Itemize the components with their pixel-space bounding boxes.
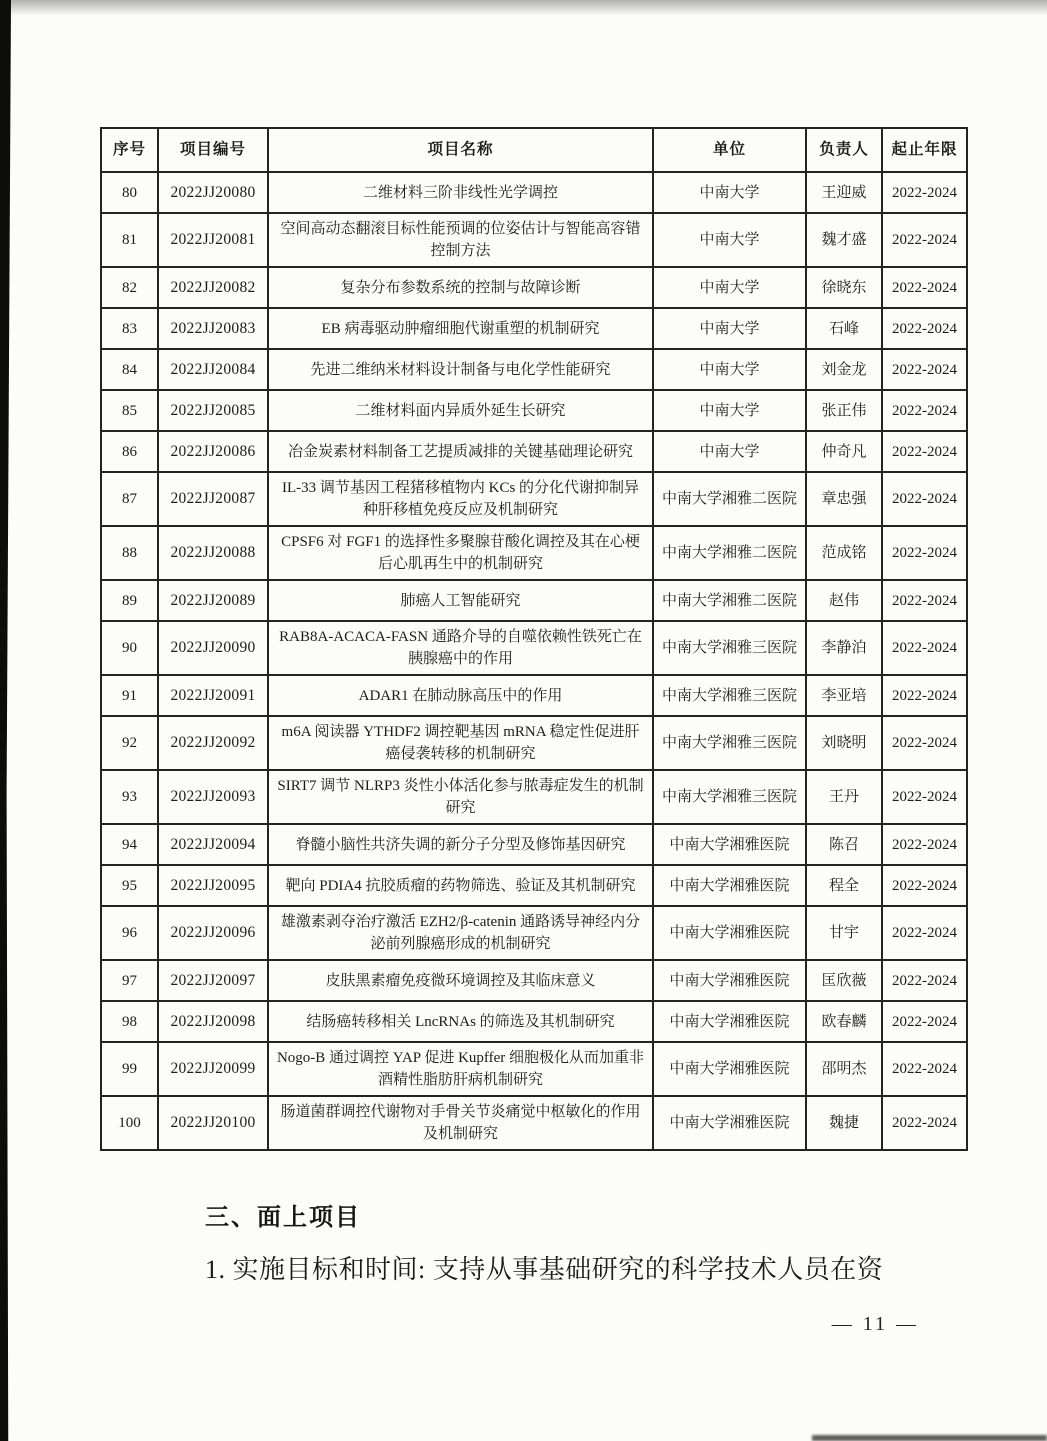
cell-id: 2022JJ20096 (158, 906, 268, 960)
table-row (101, 431, 967, 472)
section-heading: 三、面上项目 (205, 1204, 361, 1231)
cell-leader: 徐晓东 (806, 267, 882, 308)
cell-title: SIRT7 调节 NLRP3 炎性小体活化参与脓毒症发生的机制研究 (268, 770, 653, 824)
cell-unit: 中南大学 (653, 431, 806, 472)
table-row (101, 770, 967, 824)
cell-years: 2022-2024 (882, 172, 967, 213)
cell-title: 二维材料面内异质外延生长研究 (268, 390, 653, 431)
cell-title: RAB8A-ACACA-FASN 通路介导的自噬依赖性铁死亡在胰腺癌中的作用 (268, 621, 653, 675)
project-table (100, 127, 968, 1151)
cell-title: CPSF6 对 FGF1 的选择性多聚腺苷酸化调控及其在心梗后心肌再生中的机制研究 (268, 526, 653, 580)
cell-unit: 中南大学 (653, 308, 806, 349)
cell-title: 复杂分布参数系统的控制与故障诊断 (268, 267, 653, 308)
cell-title: ADAR1 在肺动脉高压中的作用 (268, 675, 653, 716)
cell-unit: 中南大学湘雅三医院 (653, 675, 806, 716)
cell-leader: 仲奇凡 (806, 431, 882, 472)
cell-no: 89 (101, 580, 158, 621)
cell-id: 2022JJ20086 (158, 431, 268, 472)
cell-unit: 中南大学湘雅三医院 (653, 770, 806, 824)
table-row (101, 824, 967, 865)
cell-leader: 欧春麟 (806, 1001, 882, 1042)
table-row (101, 172, 967, 213)
cell-id: 2022JJ20088 (158, 526, 268, 580)
cell-unit: 中南大学湘雅二医院 (653, 526, 806, 580)
cell-years: 2022-2024 (882, 1001, 967, 1042)
cell-id: 2022JJ20089 (158, 580, 268, 621)
cell-no: 90 (101, 621, 158, 675)
section-paragraph: 1. 实施目标和时间: 支持从事基础研究的科学技术人员在资 (205, 1255, 884, 1284)
cell-leader: 邵明杰 (806, 1042, 882, 1096)
header-seq-no: 序号 (101, 128, 158, 172)
cell-title: 皮肤黑素瘤免疫微环境调控及其临床意义 (268, 960, 653, 1001)
cell-years: 2022-2024 (882, 960, 967, 1001)
table-row (101, 213, 967, 267)
cell-unit: 中南大学湘雅三医院 (653, 716, 806, 770)
cell-id: 2022JJ20097 (158, 960, 268, 1001)
header-leader: 负责人 (806, 128, 882, 172)
cell-no: 86 (101, 431, 158, 472)
cell-leader: 魏才盛 (806, 213, 882, 267)
cell-title: 先进二维纳米材料设计制备与电化学性能研究 (268, 349, 653, 390)
cell-no: 100 (101, 1096, 158, 1150)
cell-years: 2022-2024 (882, 716, 967, 770)
cell-no: 98 (101, 1001, 158, 1042)
cell-id: 2022JJ20091 (158, 675, 268, 716)
scan-artifact-bottom-smudge (812, 1435, 1047, 1441)
cell-no: 87 (101, 472, 158, 526)
cell-years: 2022-2024 (882, 213, 967, 267)
cell-leader: 石峰 (806, 308, 882, 349)
table-row (101, 349, 967, 390)
page-number: — 11 — (831, 1313, 919, 1335)
cell-leader: 李亚培 (806, 675, 882, 716)
cell-unit: 中南大学 (653, 267, 806, 308)
cell-no: 88 (101, 526, 158, 580)
cell-years: 2022-2024 (882, 390, 967, 431)
cell-unit: 中南大学 (653, 349, 806, 390)
cell-leader: 陈召 (806, 824, 882, 865)
cell-years: 2022-2024 (882, 824, 967, 865)
cell-unit: 中南大学 (653, 213, 806, 267)
header-project-id: 项目编号 (158, 128, 268, 172)
table-row (101, 1042, 967, 1096)
cell-unit: 中南大学 (653, 390, 806, 431)
cell-years: 2022-2024 (882, 1096, 967, 1150)
cell-title: 冶金炭素材料制备工艺提质减排的关键基础理论研究 (268, 431, 653, 472)
table-row (101, 716, 967, 770)
cell-leader: 赵伟 (806, 580, 882, 621)
cell-leader: 范成铭 (806, 526, 882, 580)
cell-id: 2022JJ20082 (158, 267, 268, 308)
cell-years: 2022-2024 (882, 267, 967, 308)
table-row (101, 472, 967, 526)
cell-title: 雄激素剥夺治疗激活 EZH2/β-catenin 通路诱导神经内分泌前列腺癌形成的机制研究 (268, 906, 653, 960)
cell-id: 2022JJ20081 (158, 213, 268, 267)
cell-no: 93 (101, 770, 158, 824)
cell-leader: 刘金龙 (806, 349, 882, 390)
cell-leader: 甘宇 (806, 906, 882, 960)
cell-no: 84 (101, 349, 158, 390)
cell-unit: 中南大学湘雅医院 (653, 1001, 806, 1042)
table-header-row (101, 128, 967, 172)
table-row (101, 308, 967, 349)
cell-leader: 王丹 (806, 770, 882, 824)
cell-id: 2022JJ20100 (158, 1096, 268, 1150)
cell-leader: 刘晓明 (806, 716, 882, 770)
cell-title: Nogo-B 通过调控 YAP 促进 Kupffer 细胞极化从而加重非酒精性脂肪肝病机制研究 (268, 1042, 653, 1096)
cell-title: 空间高动态翻滚目标性能预调的位姿估计与智能高容错控制方法 (268, 213, 653, 267)
cell-years: 2022-2024 (882, 865, 967, 906)
cell-unit: 中南大学湘雅医院 (653, 824, 806, 865)
cell-title: 肺癌人工智能研究 (268, 580, 653, 621)
scan-artifact-top-band (0, 0, 1047, 16)
cell-unit: 中南大学湘雅医院 (653, 1042, 806, 1096)
table-row (101, 960, 967, 1001)
cell-unit: 中南大学湘雅二医院 (653, 472, 806, 526)
cell-leader: 李静泊 (806, 621, 882, 675)
cell-title: IL-33 调节基因工程猪移植物内 KCs 的分化代谢抑制异种肝移植免疫反应及机制研究 (268, 472, 653, 526)
project-table-body (101, 172, 967, 1150)
cell-id: 2022JJ20083 (158, 308, 268, 349)
cell-years: 2022-2024 (882, 472, 967, 526)
cell-no: 92 (101, 716, 158, 770)
cell-id: 2022JJ20087 (158, 472, 268, 526)
cell-no: 91 (101, 675, 158, 716)
cell-no: 96 (101, 906, 158, 960)
table-row (101, 865, 967, 906)
cell-unit: 中南大学湘雅二医院 (653, 580, 806, 621)
cell-years: 2022-2024 (882, 1042, 967, 1096)
cell-unit: 中南大学湘雅三医院 (653, 621, 806, 675)
table-row (101, 1096, 967, 1150)
cell-unit: 中南大学 (653, 172, 806, 213)
cell-no: 99 (101, 1042, 158, 1096)
cell-title: 肠道菌群调控代谢物对手骨关节炎痛觉中枢敏化的作用及机制研究 (268, 1096, 653, 1150)
cell-years: 2022-2024 (882, 675, 967, 716)
cell-leader: 魏捷 (806, 1096, 882, 1150)
cell-id: 2022JJ20093 (158, 770, 268, 824)
table-row (101, 526, 967, 580)
cell-id: 2022JJ20094 (158, 824, 268, 865)
cell-no: 83 (101, 308, 158, 349)
bottom-section (205, 1197, 975, 1286)
cell-leader: 匡欣薇 (806, 960, 882, 1001)
cell-years: 2022-2024 (882, 431, 967, 472)
header-years: 起止年限 (882, 128, 967, 172)
cell-unit: 中南大学湘雅医院 (653, 906, 806, 960)
cell-id: 2022JJ20080 (158, 172, 268, 213)
table-row (101, 390, 967, 431)
cell-years: 2022-2024 (882, 308, 967, 349)
cell-title: 靶向 PDIA4 抗胶质瘤的药物筛选、验证及其机制研究 (268, 865, 653, 906)
cell-no: 82 (101, 267, 158, 308)
table-row (101, 580, 967, 621)
cell-years: 2022-2024 (882, 526, 967, 580)
cell-no: 81 (101, 213, 158, 267)
cell-leader: 张正伟 (806, 390, 882, 431)
header-project-name: 项目名称 (268, 128, 653, 172)
header-unit: 单位 (653, 128, 806, 172)
cell-years: 2022-2024 (882, 580, 967, 621)
cell-leader: 章忠强 (806, 472, 882, 526)
cell-no: 95 (101, 865, 158, 906)
cell-title: m6A 阅读器 YTHDF2 调控靶基因 mRNA 稳定性促进肝癌侵袭转移的机制研究 (268, 716, 653, 770)
cell-title: 脊髓小脑性共济失调的新分子分型及修饰基因研究 (268, 824, 653, 865)
cell-id: 2022JJ20099 (158, 1042, 268, 1096)
cell-no: 94 (101, 824, 158, 865)
cell-no: 80 (101, 172, 158, 213)
scan-artifact-left-edge (0, 0, 11, 1441)
cell-title: EB 病毒驱动肿瘤细胞代谢重塑的机制研究 (268, 308, 653, 349)
cell-title: 结肠癌转移相关 LncRNAs 的筛选及其机制研究 (268, 1001, 653, 1042)
cell-no: 97 (101, 960, 158, 1001)
cell-id: 2022JJ20085 (158, 390, 268, 431)
table-row (101, 1001, 967, 1042)
table-row (101, 906, 967, 960)
cell-leader: 王迎威 (806, 172, 882, 213)
cell-years: 2022-2024 (882, 906, 967, 960)
cell-id: 2022JJ20090 (158, 621, 268, 675)
cell-unit: 中南大学湘雅医院 (653, 960, 806, 1001)
cell-years: 2022-2024 (882, 770, 967, 824)
cell-id: 2022JJ20098 (158, 1001, 268, 1042)
cell-unit: 中南大学湘雅医院 (653, 1096, 806, 1150)
cell-unit: 中南大学湘雅医院 (653, 865, 806, 906)
cell-years: 2022-2024 (882, 349, 967, 390)
cell-years: 2022-2024 (882, 621, 967, 675)
cell-leader: 程全 (806, 865, 882, 906)
cell-id: 2022JJ20084 (158, 349, 268, 390)
cell-no: 85 (101, 390, 158, 431)
cell-title: 二维材料三阶非线性光学调控 (268, 172, 653, 213)
table-row (101, 675, 967, 716)
cell-id: 2022JJ20095 (158, 865, 268, 906)
table-row (101, 621, 967, 675)
cell-id: 2022JJ20092 (158, 716, 268, 770)
table-row (101, 267, 967, 308)
